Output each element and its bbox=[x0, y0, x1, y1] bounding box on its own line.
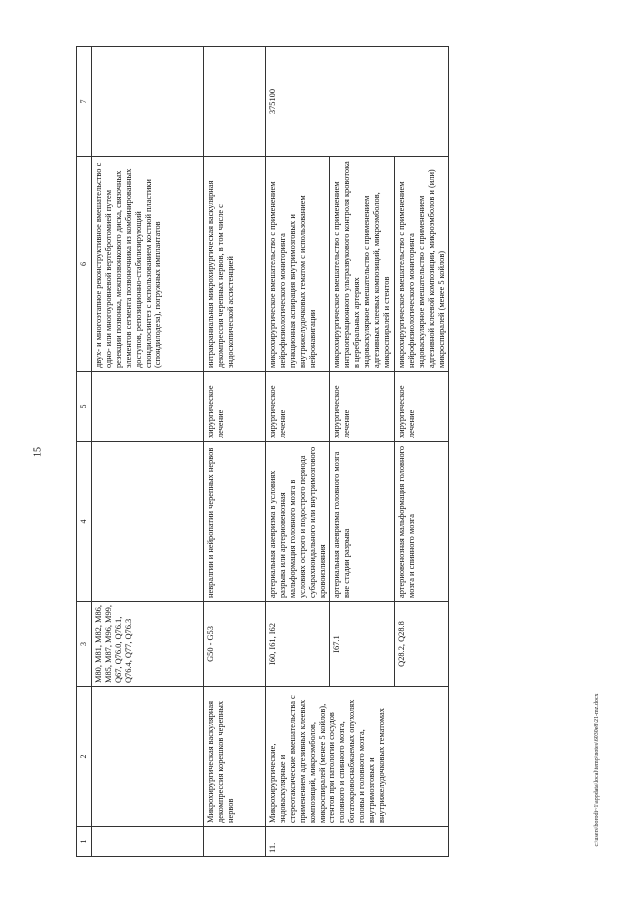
cell-treatment: хирургическое лечение bbox=[266, 372, 330, 442]
cell-price: 375100 bbox=[266, 47, 449, 157]
method-item: эндоваскулярное вмешательство с применением адгезивных клеевых композиций, микроэмболов, микроспиралей и стентов bbox=[362, 192, 391, 368]
column-header-5: 5 bbox=[77, 372, 92, 442]
cell-codes: G50 - G53 bbox=[204, 602, 266, 687]
cell-codes: I67.1 bbox=[330, 602, 394, 687]
column-header-7: 7 bbox=[77, 47, 92, 157]
table-row-continuation bbox=[92, 47, 204, 857]
cell-codes: Q28.2, Q28.8 bbox=[394, 602, 449, 687]
method-item: микрохирургическое вмешательство с применением интраоперационного ультразвукового контроля кровотока в церебральных артериях bbox=[332, 161, 362, 368]
cell-method bbox=[330, 157, 394, 372]
cell-treatment: хирургическое лечение bbox=[330, 372, 394, 442]
column-header-2: 2 bbox=[77, 687, 92, 827]
cell-codes: I60, I61, I62 bbox=[266, 602, 330, 687]
cell-num bbox=[92, 827, 204, 857]
header-row bbox=[77, 47, 92, 857]
cell-model: артериальная аневризма в условиях разрыва или артериовенозная мальформация головного мозга в условиях острого и подострого периода субарахноидального или внутримозгового кровоизлияния bbox=[266, 442, 330, 602]
cell-model: артериовенозная мальформация головного мозга и спинного мозга bbox=[394, 442, 449, 602]
method-item: эндоваскулярное вмешательство с применением адгезивной клеевой композиции, микроэмболов и (или) микроспиралей (менее 5 койлов) bbox=[416, 169, 446, 368]
method-item: микрохирургическое вмешательство с применением нейрофизиологического мониторинга bbox=[396, 181, 416, 368]
table-row-11a bbox=[266, 47, 330, 857]
cell-treatment: хирургическое лечение bbox=[204, 372, 266, 442]
cell-model: невралгии и нейропатии черепных нервов bbox=[204, 442, 266, 602]
cell-treatment: хирургическое лечение bbox=[394, 372, 449, 442]
cell-num: 11. bbox=[266, 827, 449, 857]
page-number: 15 bbox=[32, 447, 44, 457]
method-item: микрохирургическое вмешательство с применением нейрофизиологического мониторинга bbox=[268, 181, 287, 368]
medical-care-table bbox=[76, 46, 449, 857]
table-row-cranial-nerves bbox=[204, 47, 266, 857]
cell-price bbox=[92, 47, 204, 157]
cell-model bbox=[92, 442, 204, 602]
cell-name bbox=[92, 687, 204, 827]
rotated-page-content bbox=[76, 47, 600, 857]
method-item: пункционная аспирация внутримозговых и внутрижелудочковых гематом с использованием нейронавигации bbox=[287, 195, 317, 368]
file-path: c:\users\borodi~1\appdata\local\temp\notes\6030e8\21-mz.docx bbox=[594, 693, 600, 847]
cell-num bbox=[204, 827, 266, 857]
cell-method bbox=[266, 157, 330, 372]
cell-method: интракраниальная микрохирургическая васкулярная декомпрессия черепных нервов, в том числе с эндоскопической ассистенцией bbox=[204, 157, 266, 372]
column-header-3: 3 bbox=[77, 602, 92, 687]
column-header-1: 1 bbox=[77, 827, 92, 857]
cell-name: Микрохирургическая васкулярная декомпрессия корешков черепных нервов bbox=[204, 687, 266, 827]
cell-codes: M80, M81, M82, M86, M85, M87, M96, M99, Q67, Q76.0, Q76.1, Q76.4, Q77, Q76.3 bbox=[92, 602, 204, 687]
cell-price bbox=[204, 47, 266, 157]
column-header-6: 6 bbox=[77, 157, 92, 372]
cell-treatment bbox=[92, 372, 204, 442]
cell-model: артериальная аневризма головного мозга вне стадии разрыва bbox=[330, 442, 394, 602]
cell-method: двух- и многоэтапное реконструктивное вмешательство с одно- или многоуровневой вертебротомией путем резекции позвонка, межпозвонкового диска, связочных элементов сегмента позвоночника из комбинированных доступов, репозиционно-стабилизирующий спондилосинтез с использованием костной пластики (спондилодеза), погружных имплантатов bbox=[92, 157, 204, 372]
column-header-4: 4 bbox=[77, 442, 92, 602]
cell-name: Микрохирургические, эндоваскулярные и стереотаксические вмешательства с применением адгезивных клеевых композиций, микроэмболов, микроспиралей (менее 5 койлов), стентов при патологии сосудов головного и спинного мозга, богатокровоснабжаемых опухолях головы и головного мозга, внутримозговых и внутрижелудочковых гематомах bbox=[266, 687, 449, 827]
cell-method bbox=[394, 157, 449, 372]
